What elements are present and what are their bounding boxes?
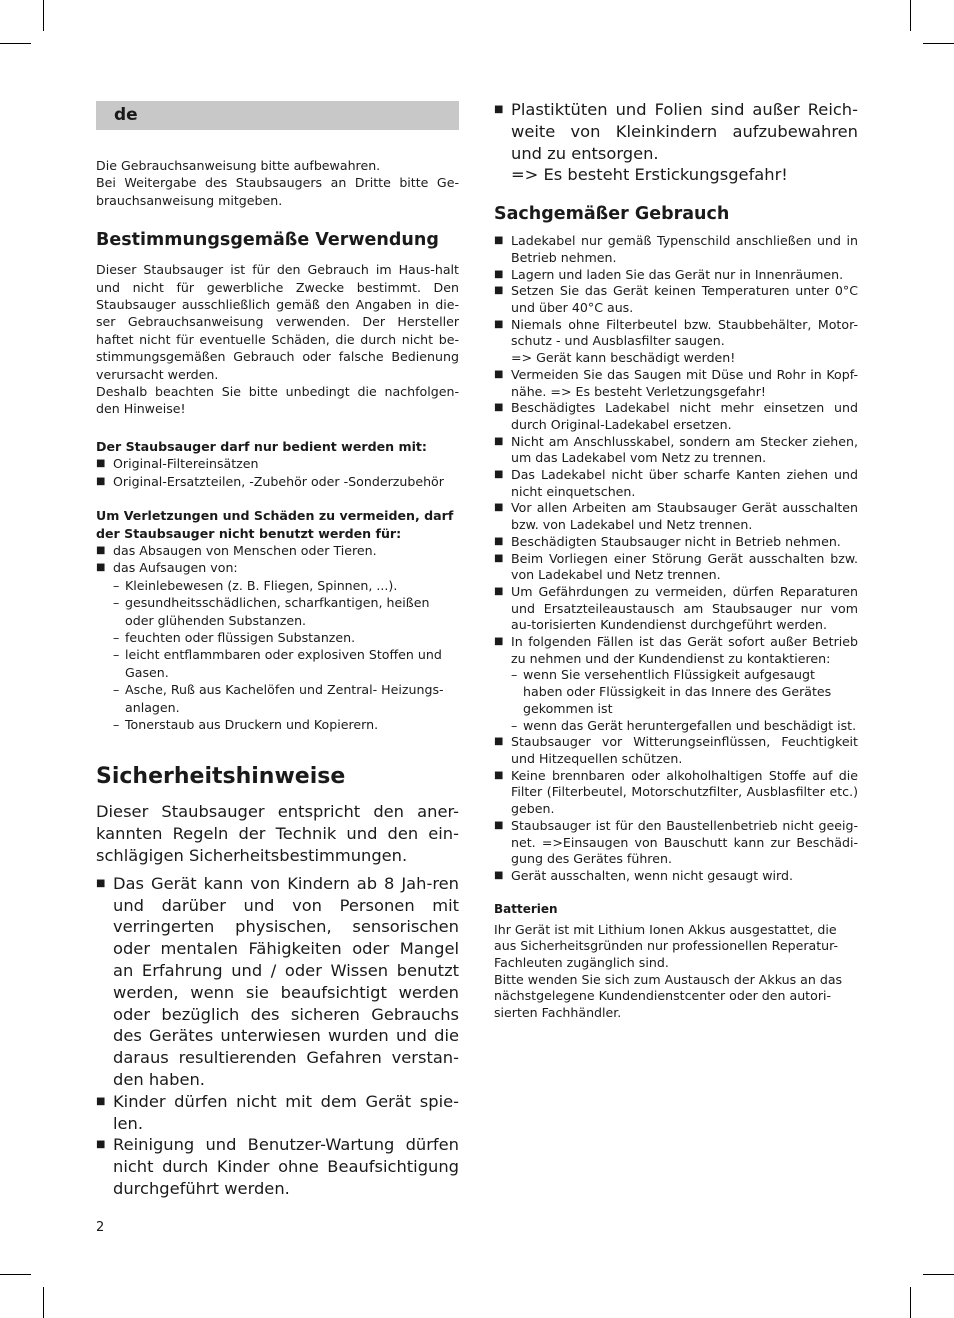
bullet-list (96, 455, 459, 490)
dash-text: leicht entflammbaren oder explosiven Stoffen und Gasen. (125, 647, 442, 680)
list-item: ■ Staubsauger vor Witterungseinflüssen, Feuchtigkeit und Hitzequellen schützen. (494, 734, 858, 767)
dash-list (113, 577, 459, 734)
subheading: Um Verletzungen und Schäden zu vermeiden, darf der Staubsauger nicht benutzt werden für: (96, 508, 454, 541)
page-number: 2 (96, 1220, 105, 1235)
left-column (96, 101, 459, 1200)
list-item: ■ Original-Filtereinsätzen (96, 455, 459, 472)
list-item-text: In folgenden Fällen ist das Gerät sofort außer Betrieb zu nehmen und der Kundendienst zu kontaktieren: (511, 634, 858, 666)
crop-mark (910, 0, 911, 31)
list-item-text: das Aufsaugen von: (113, 560, 238, 576)
intro-line: Die Gebrauchsanweisung bitte aufbewahren. (96, 158, 381, 173)
crop-mark (0, 43, 31, 44)
list-item: ■ Beschädigten Staubsauger nicht in Betrieb nehmen. (494, 534, 858, 551)
list-item (494, 634, 858, 734)
dash-text: wenn Sie versehentlich Flüssigkeit aufgesaugt haben oder Flüssigkeit in das Innere des Gerätes gekommen ist (523, 667, 832, 716)
list-item: ■ Staubsauger ist für den Baustellenbetrieb nicht geeig-net. =>Einsaugen von Bauschutt kann zur Beschädi-gung des Gerätes führen. (494, 818, 858, 868)
right-column (494, 99, 858, 1022)
list-item: ■ Reinigung und Benutzer-Wartung dürfen nicht durch Kinder ohne Beaufsichtigung durchgeführt werden. (96, 1134, 459, 1199)
section-body (96, 261, 459, 418)
list-item (494, 99, 858, 186)
dash-item (113, 716, 459, 733)
dash-mark: – (113, 647, 120, 663)
list-item: ■ Original-Ersatzteilen, -Zubehör oder -Sonderzubehör (96, 473, 459, 490)
dash-mark: – (511, 717, 518, 733)
crop-mark (923, 1274, 954, 1275)
crop-mark (0, 1274, 31, 1275)
list-item: ■ Beim Vorliegen einer Störung Gerät ausschalten bzw. von Ladekabel und Netz trennen. (494, 551, 858, 584)
battery-text (494, 922, 858, 1022)
safety-list-continued (494, 99, 858, 186)
list-item: ■ Vor allen Arbeiten am Staubsauger Gerät ausschalten bzw. von Ladekabel und Netz trennen. (494, 500, 858, 533)
list-item: ■ Keine brennbaren oder alkoholhaltigen Stoffe auf die Filter (Filterbeutel, Motorschutzfilter, Ausblasfilter etc.) geben. (494, 768, 858, 818)
list-item-text: Niemals ohne Filterbeutel bzw. Staubbehälter, Motor-schutz - und Ausblasfilter saugen. (511, 316, 858, 349)
list-item: ■ Das Ladekabel nicht über scharfe Kanten ziehen und nicht einquetschen. (494, 467, 858, 500)
intro-text (96, 157, 459, 209)
list-item: ■ Vermeiden Sie das Saugen mit Düse und Rohr in Kopf-nähe. => Es besteht Verletzungsgefahr! (494, 367, 858, 400)
list-item: ■ Nicht am Anschlusskabel, sondern am Stecker ziehen, um das Ladekabel vom Netz zu trennen. (494, 434, 858, 467)
dash-item (511, 667, 858, 717)
paragraph: Bitte wenden Sie sich zum Austausch der Akkus an das nächstgelegene Kundendienstcenter oder den autori-sierten Fachhändler. (494, 971, 843, 1021)
bullet-list (96, 542, 459, 733)
list-item: ■ Setzen Sie das Gerät keinen Temperaturen unter 0°C und über 40°C aus. (494, 283, 858, 316)
paragraph: Deshalb beachten Sie bitte unbedingt die nachfolgen-den Hinweise! (96, 384, 459, 417)
list-item: ■ Lagern und laden Sie das Gerät nur in Innenräumen. (494, 267, 858, 284)
dash-mark: – (511, 667, 518, 683)
safety-list (96, 873, 459, 1200)
page-title: Sicherheitshinweise (96, 764, 346, 790)
dash-text: Kleinlebewesen (z. B. Fliegen, Spinnen, ...). (125, 577, 398, 593)
dash-text: feuchten oder flüssigen Substanzen. (125, 629, 356, 645)
section-heading: Sachgemäßer Gebrauch (494, 204, 730, 225)
dash-mark: – (113, 595, 120, 611)
crop-mark (910, 1287, 911, 1318)
list-item: ■ Um Gefährdungen zu vermeiden, dürfen Reparaturen und Ersatzteileaustausch am Staubsauger nur vom au-torisierten Kundendienst durchgeführt werden. (494, 584, 858, 634)
crop-mark (923, 43, 954, 44)
list-item: ■ Kinder dürfen nicht mit dem Gerät spie-len. (96, 1091, 459, 1135)
dash-item (511, 718, 858, 735)
crop-mark (43, 0, 44, 31)
dash-item (113, 646, 459, 681)
subheading: Der Staubsauger darf nur bedient werden mit: (96, 438, 427, 454)
list-item: ■ Gerät ausschalten, wenn nicht gesaugt wird. (494, 868, 858, 885)
list-item (494, 317, 858, 367)
dash-mark: – (113, 682, 120, 698)
list-item-text: Plastiktüten und Folien sind außer Reich-weite von Kleinkindern aufzubewahren und zu entsorgen. (511, 100, 858, 163)
usage-list (494, 233, 858, 884)
warning-text: => Es besteht Erstickungsgefahr! (511, 165, 788, 185)
section-heading: Bestimmungsgemäße Verwendung (96, 230, 439, 251)
dash-item (113, 594, 459, 629)
dash-mark: – (113, 577, 120, 593)
dash-mark: – (113, 716, 120, 732)
dash-text: gesundheitsschädlichen, scharfkantigen, heißen oder glühenden Substanzen. (125, 595, 430, 628)
language-tag: de (96, 101, 459, 130)
list-item: ■ Das Gerät kann von Kindern ab 8 Jah-ren und darüber und von Personen mit verringerten physischen, sensorischen oder mentalen Fähigkeiten oder Mangel an Erfahrung und / oder Wissen benutzt werden, wenn sie beaufsichtigt werden oder bezüglich des sicheren Gebrauchs des Gerätes unterwiesen wurden und die daraus resultierenden Gefahren verstan-den haben. (96, 873, 459, 1091)
safety-intro: Dieser Staubsauger entspricht den aner-kannten Regeln der Technik und den ein-schlägigen Sicherheitsbestimmungen. (96, 802, 459, 865)
dash-item (113, 681, 459, 716)
list-item: ■ Ladekabel nur gemäß Typenschild anschließen und in Betrieb nehmen. (494, 233, 858, 266)
dash-text: wenn das Gerät heruntergefallen und beschädigt ist. (523, 717, 857, 733)
list-item (96, 542, 459, 559)
list-item-text: das Absaugen von Menschen oder Tieren. (113, 542, 377, 558)
paragraph: Ihr Gerät ist mit Lithium Ionen Akkus ausgestattet, die aus Sicherheitsgründen nur professionellen Reperatur-Fachleuten zugänglich sind. (494, 921, 839, 971)
list-item: ■ Beschädigtes Ladekabel nicht mehr einsetzen und durch Original-Ladekabel ersetzen. (494, 400, 858, 433)
paragraph: Dieser Staubsauger ist für den Gebrauch im Haus-halt und nicht für gewerbliche Zwecke bestimmt. Den Staubsauger ausschließlich gemäß den Angaben in die-ser Gebrauchsanweisung verwenden. Der Hersteller haftet nicht für eventuelle Schäden, die durch nicht be-stimmungsgemäßen Gebrauch oder falsche Bedienung verursacht werden. (96, 262, 459, 382)
list-item (96, 559, 459, 733)
dash-mark: – (113, 629, 120, 645)
crop-mark (43, 1287, 44, 1318)
dash-list (511, 667, 858, 734)
dash-item (113, 629, 459, 646)
dash-text: Asche, Ruß aus Kachelöfen und Zentral- Heizungs-anlagen. (125, 682, 444, 715)
intro-line: Bei Weitergabe des Staubsaugers an Dritte bitte Ge-brauchsanweisung mitgeben. (96, 175, 459, 208)
dash-item (113, 577, 459, 594)
subheading: Batterien (494, 901, 558, 916)
dash-text: Tonerstaub aus Druckern und Kopierern. (125, 716, 379, 732)
warning-text: => Gerät kann beschädigt werden! (511, 350, 736, 366)
